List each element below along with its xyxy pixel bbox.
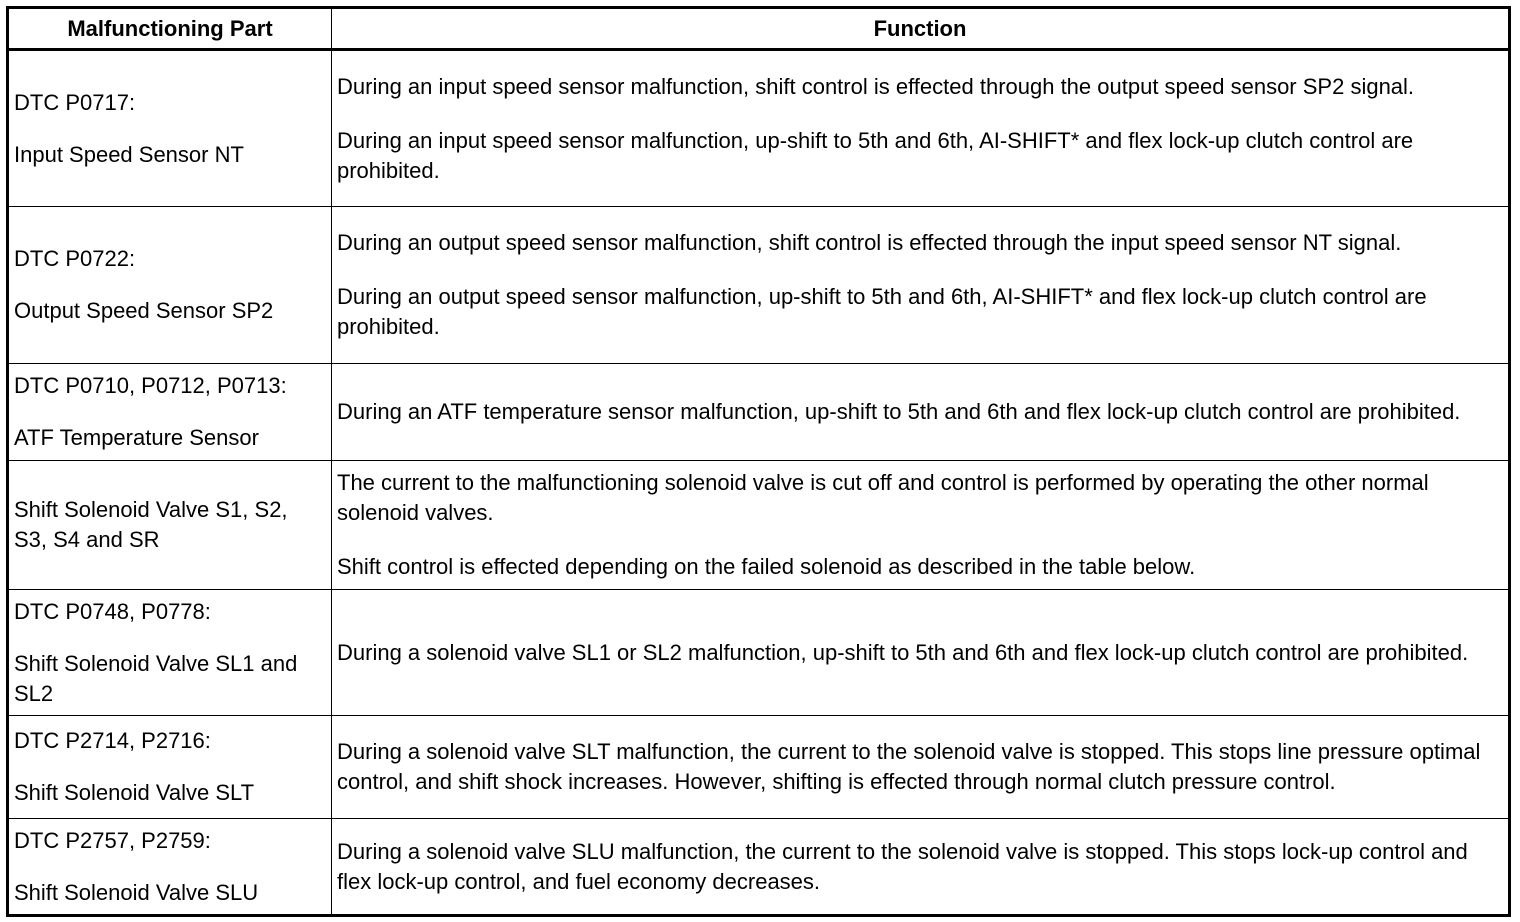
table-row bbox=[8, 590, 1510, 716]
function-paragraph: During a solenoid valve SL1 or SL2 malfunction, up-shift to 5th and 6th and flex lock-up clutch control are prohibited. bbox=[337, 639, 1469, 665]
part-cell bbox=[8, 50, 332, 207]
function-cell bbox=[332, 50, 1510, 207]
part-cell bbox=[8, 819, 332, 916]
part-line: ATF Temperature Sensor bbox=[14, 425, 259, 450]
function-cell bbox=[332, 461, 1510, 590]
part-line: DTC P0748, P0778: bbox=[14, 598, 211, 624]
table-row bbox=[8, 716, 1510, 819]
function-paragraph: During a solenoid valve SLT malfunction, the current to the solenoid valve is stopped. This stops line pressure optimal control, and shift shock increases. However, shifting is effected through normal clutch pressure control. bbox=[337, 739, 1481, 794]
part-cell bbox=[8, 461, 332, 590]
function-paragraph: During an output speed sensor malfunction, up-shift to 5th and 6th, AI-SHIFT* and flex lock-up clutch control are prohibited. bbox=[337, 284, 1427, 339]
function-cell bbox=[332, 590, 1510, 716]
part-line: Output Speed Sensor SP2 bbox=[14, 298, 274, 323]
function-paragraph: During an input speed sensor malfunction, shift control is effected through the output speed sensor SP2 signal. bbox=[337, 73, 1415, 99]
part-line: DTC P2757, P2759: bbox=[14, 827, 211, 853]
part-line: DTC P0722: bbox=[14, 246, 136, 271]
function-paragraph: The current to the malfunctioning solenoid valve is cut off and control is performed by operating the other normal solenoid valves. bbox=[337, 470, 1429, 525]
part-line: Shift Solenoid Valve SLU bbox=[14, 879, 259, 905]
part-line: Shift Solenoid Valve SL1 and SL2 bbox=[14, 650, 298, 706]
function-paragraph: During an output speed sensor malfunction, shift control is effected through the input speed sensor NT signal. bbox=[337, 230, 1402, 255]
table-row bbox=[8, 364, 1510, 461]
function-paragraph: During an ATF temperature sensor malfunction, up-shift to 5th and 6th and flex lock-up clutch control are prohibited. bbox=[337, 399, 1461, 424]
table-row bbox=[8, 461, 1510, 590]
part-cell bbox=[8, 716, 332, 819]
table-row bbox=[8, 819, 1510, 916]
function-cell bbox=[332, 819, 1510, 916]
part-line: DTC P2714, P2716: bbox=[14, 728, 211, 753]
header-function: Function bbox=[332, 8, 1510, 50]
part-line: Shift Solenoid Valve S1, S2, S3, S4 and SR bbox=[14, 497, 288, 552]
function-paragraph: Shift control is effected depending on the failed solenoid as described in the table below. bbox=[337, 554, 1196, 579]
part-line: DTC P0710, P0712, P0713: bbox=[14, 373, 287, 398]
table-row bbox=[8, 207, 1510, 364]
function-cell bbox=[332, 716, 1510, 819]
function-paragraph: During a solenoid valve SLU malfunction, the current to the solenoid valve is stopped. This stops lock-up control and flex lock-up control, and fuel economy decreases. bbox=[337, 838, 1468, 894]
part-cell bbox=[8, 364, 332, 461]
table-header-row bbox=[8, 8, 1510, 50]
fail-safe-table bbox=[6, 6, 1511, 917]
part-cell bbox=[8, 590, 332, 716]
function-cell bbox=[332, 364, 1510, 461]
part-line: Shift Solenoid Valve SLT bbox=[14, 780, 255, 805]
header-malfunctioning-part: Malfunctioning Part bbox=[8, 8, 332, 50]
part-line: DTC P0717: bbox=[14, 89, 136, 115]
table-row bbox=[8, 50, 1510, 207]
part-line: Input Speed Sensor NT bbox=[14, 141, 244, 167]
function-paragraph: During an input speed sensor malfunction, up-shift to 5th and 6th, AI-SHIFT* and flex lock-up clutch control are prohibited. bbox=[337, 127, 1414, 183]
function-cell bbox=[332, 207, 1510, 364]
part-cell bbox=[8, 207, 332, 364]
